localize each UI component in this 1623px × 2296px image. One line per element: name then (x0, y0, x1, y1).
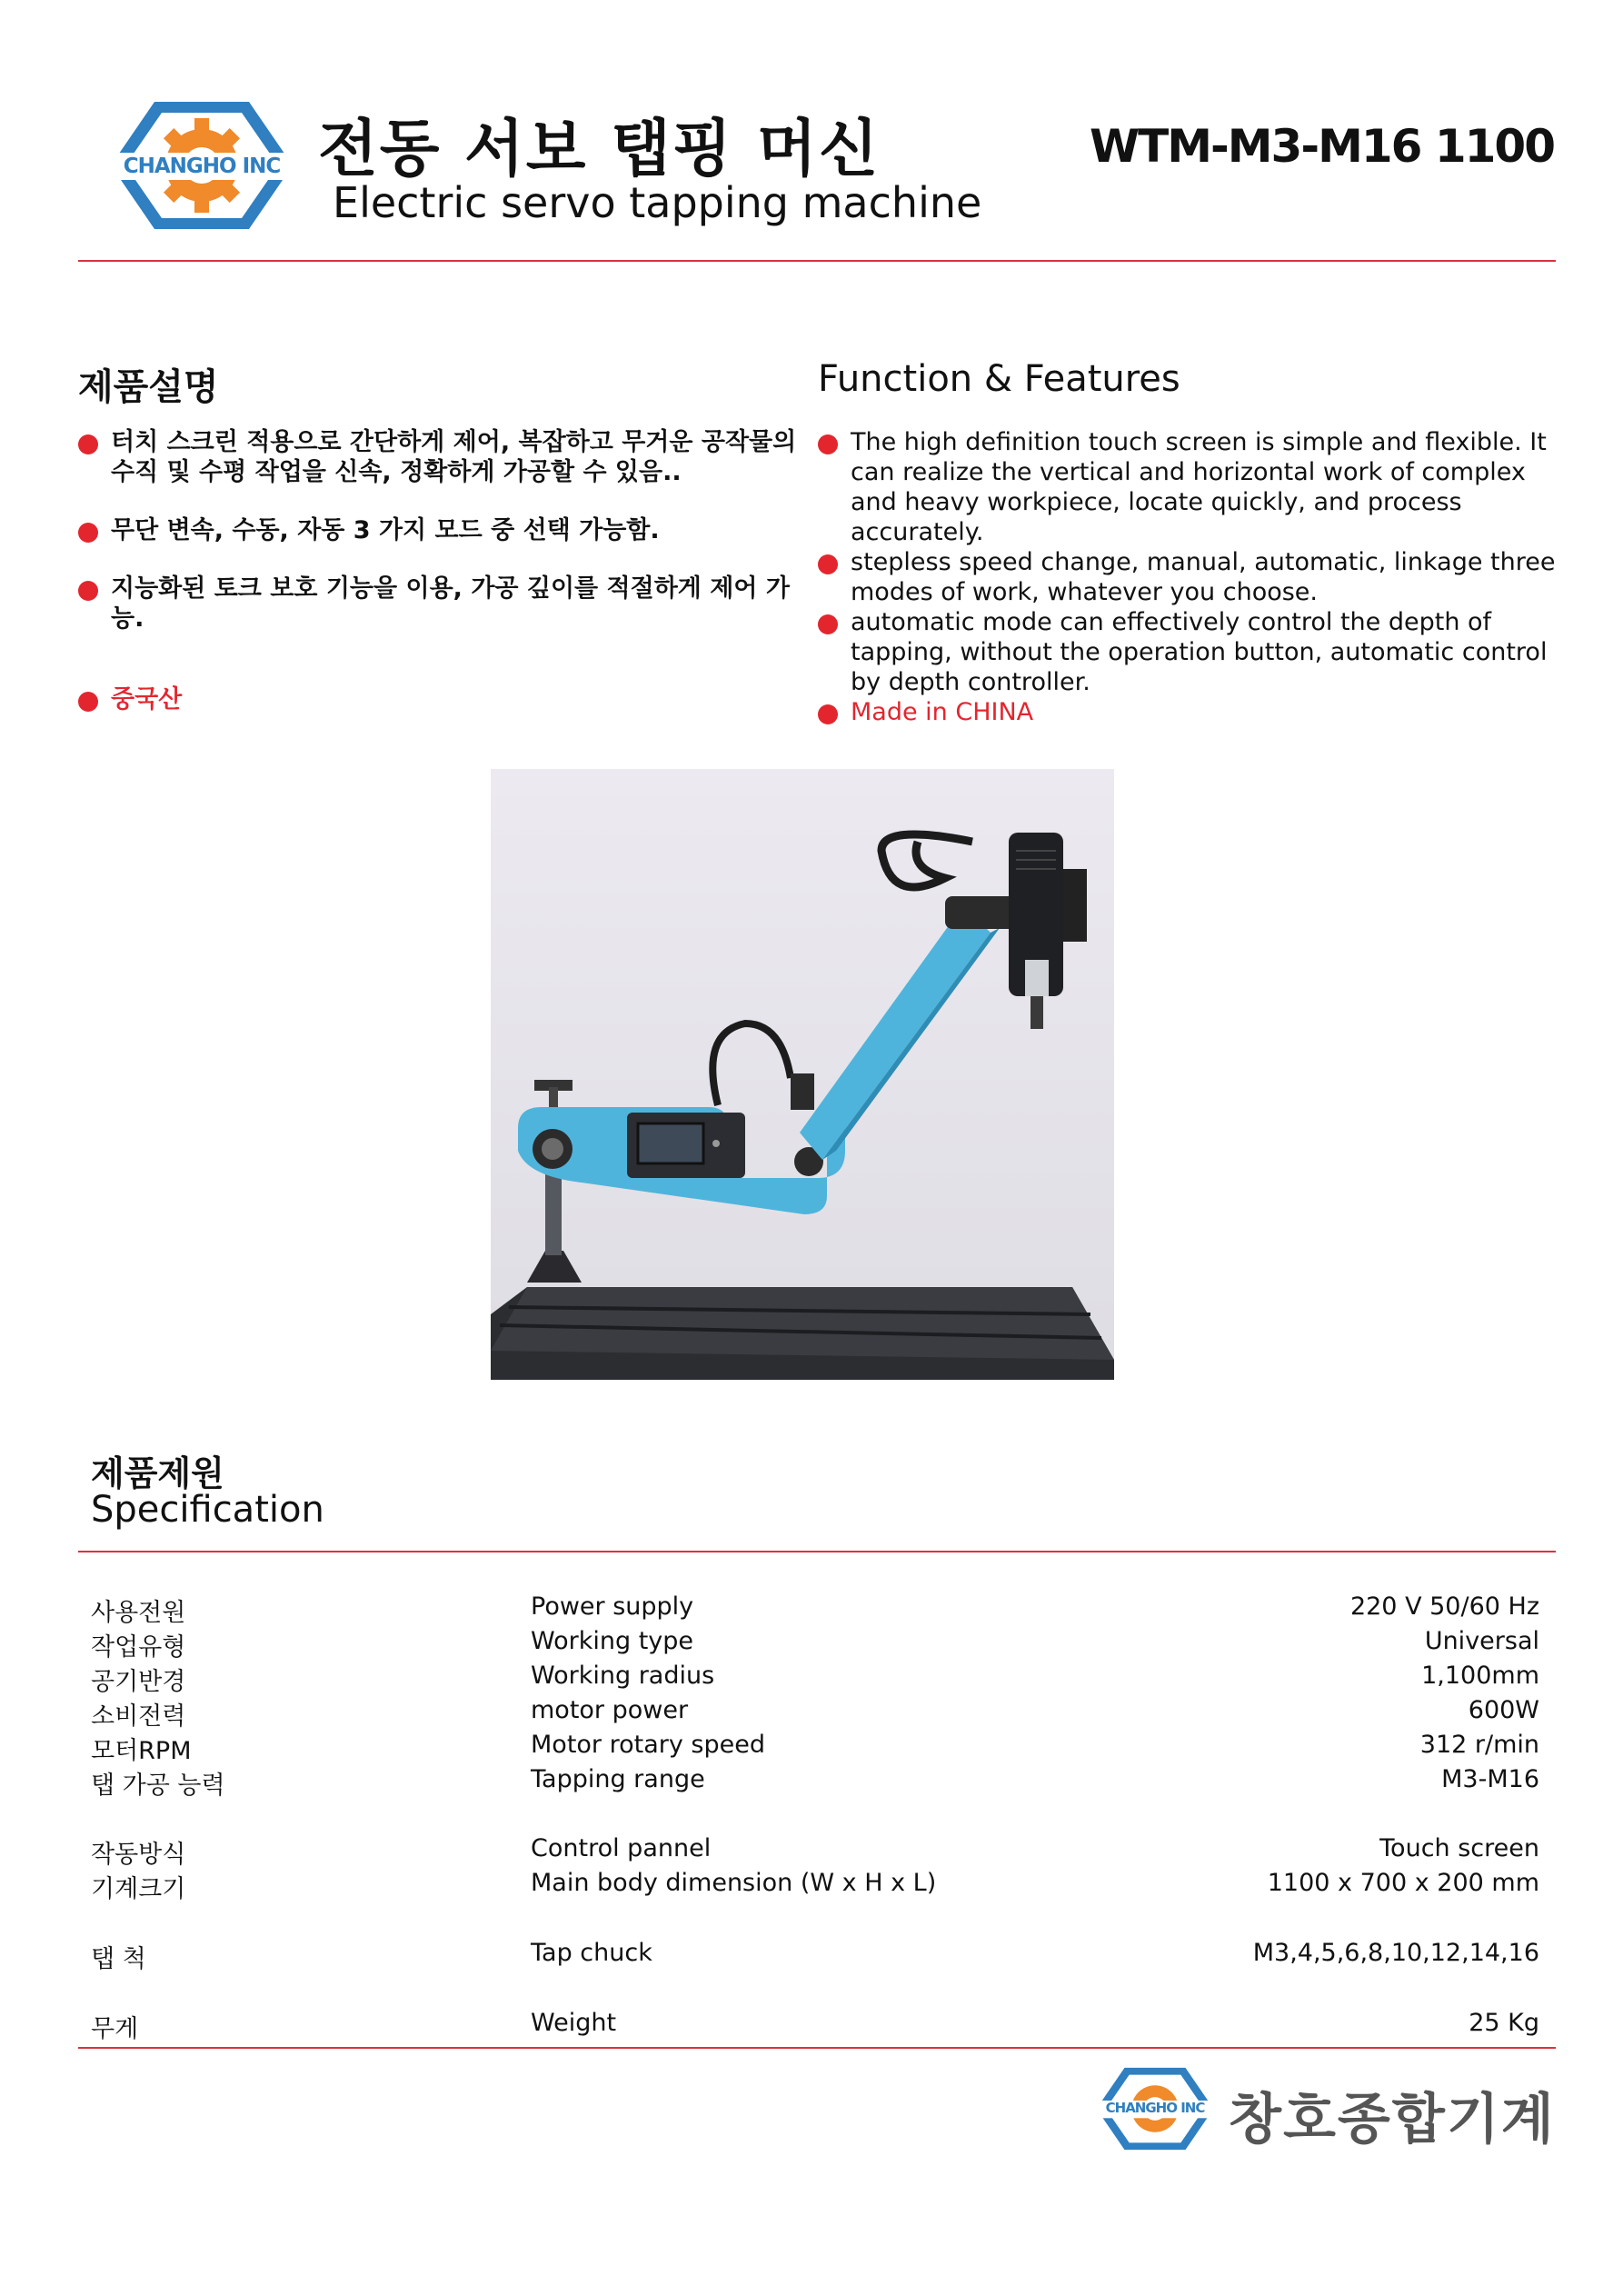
description-heading-en: Function & Features (818, 358, 1180, 400)
bullet-dot-icon (78, 523, 98, 543)
spec-label-en: Tap chuck (531, 1939, 652, 1967)
company-logo (107, 98, 296, 233)
model-number: WTM-M3-M16 1100 (1090, 120, 1554, 173)
feature-list-en (818, 427, 1563, 727)
list-item: Made in CHINA (818, 697, 1563, 727)
spec-label-ko: 무게 (91, 2015, 139, 2043)
spec-row (91, 1627, 1539, 1662)
list-item: automatic mode can effectively control the depth of tapping, without the operation button, automatic control by depth controller. (818, 607, 1563, 697)
spec-label-en: Main body dimension (W x H x L) (531, 1869, 937, 1897)
bullet-dot-icon (818, 614, 838, 634)
spec-value: Touch screen (1379, 1834, 1539, 1862)
spec-row (91, 1869, 1539, 1903)
spec-divider-top (78, 1551, 1556, 1552)
bullet-dot-icon (78, 692, 98, 712)
feature-list-ko (78, 427, 805, 743)
spec-label-ko: 탭 척 (91, 1945, 146, 1973)
list-item: The high definition touch screen is simple and flexible. It can realize the vertical and horizontal work of complex and heavy workpiece, locate quickly, and process accurately. (818, 427, 1563, 547)
header-divider (78, 260, 1556, 262)
spec-row (91, 1592, 1539, 1627)
spec-label-ko: 탭 가공 능력 (91, 1772, 225, 1800)
spec-label-en: Power supply (531, 1592, 694, 1621)
spec-label-ko: 모터RPM (91, 1737, 192, 1765)
spec-row (91, 1696, 1539, 1731)
product-photo (491, 769, 1114, 1380)
spec-label-ko: 소비전력 (91, 1702, 186, 1731)
bullet-dot-icon (78, 581, 98, 601)
title-english: Electric servo tapping machine (333, 178, 982, 227)
spec-label-en: Motor rotary speed (531, 1731, 765, 1759)
spec-heading-en: Specification (91, 1489, 324, 1531)
spec-value: 1,100mm (1421, 1662, 1539, 1690)
spec-label-ko: 공기반경 (91, 1668, 186, 1696)
bullet-dot-icon (818, 554, 838, 574)
spec-row (91, 1662, 1539, 1696)
footer-logo-text: CHANGHO INC (1105, 2100, 1205, 2116)
spec-value: 1100 x 700 x 200 mm (1267, 1869, 1539, 1897)
spec-row (91, 1731, 1539, 1765)
bullet-dot-icon (818, 434, 838, 454)
spec-value: 600W (1468, 1696, 1539, 1724)
spec-row (91, 1834, 1539, 1869)
bullet-dot-icon (818, 704, 838, 724)
spec-row (91, 2009, 1539, 2043)
spec-label-ko: 사용전원 (91, 1599, 186, 1627)
spec-divider-bottom (78, 2047, 1556, 2049)
spec-label-ko: 작업유형 (91, 1633, 186, 1662)
spec-label-ko: 기계크기 (91, 1875, 186, 1903)
spec-label-en: Working radius (531, 1662, 715, 1690)
spec-value: 312 r/min (1419, 1731, 1539, 1759)
spec-value: 25 Kg (1469, 2009, 1539, 2037)
spec-row (91, 1765, 1539, 1800)
spec-label-en: Control pannel (531, 1834, 712, 1862)
spec-label-en: motor power (531, 1696, 689, 1724)
spec-value: 220 V 50/60 Hz (1349, 1592, 1539, 1621)
list-item: 지능화된 토크 보호 기능을 이용, 가공 깊이를 적절하게 제어 가능. (78, 574, 805, 634)
spec-row (91, 1939, 1539, 1973)
description-heading-ko: 제품설명 (78, 366, 219, 408)
list-item: 중국산 (78, 684, 805, 714)
bullet-dot-icon (78, 434, 98, 454)
list-item: 터치 스크린 적용으로 간단하게 제어, 복잡하고 무거운 공작물의 수직 및 수평 작업을 신속, 정확하게 가공할 수 있음.. (78, 427, 805, 487)
spec-label-en: Working type (531, 1627, 694, 1655)
title-korean: 전동 서보 탭핑 머신 (318, 114, 881, 185)
list-item: stepless speed change, manual, automatic, linkage three modes of work, whatever you choose. (818, 547, 1563, 607)
spec-label-en: Tapping range (531, 1765, 705, 1793)
logo-text: CHANGHO INC (123, 155, 281, 178)
spec-value: Universal (1424, 1627, 1539, 1655)
footer-logo (1094, 2063, 1216, 2154)
spec-value: M3-M16 (1441, 1765, 1539, 1793)
spec-label-en: Weight (531, 2009, 617, 2037)
company-name: 창호종합기계 (1229, 2088, 1556, 2151)
spec-label-ko: 작동방식 (91, 1841, 186, 1869)
list-item: 무단 변속, 수동, 자동 3 가지 모드 중 선택 가능함. (78, 515, 805, 545)
spec-heading-ko: 제품제원 (91, 1453, 224, 1493)
spec-value: M3,4,5,6,8,10,12,14,16 (1252, 1939, 1539, 1967)
